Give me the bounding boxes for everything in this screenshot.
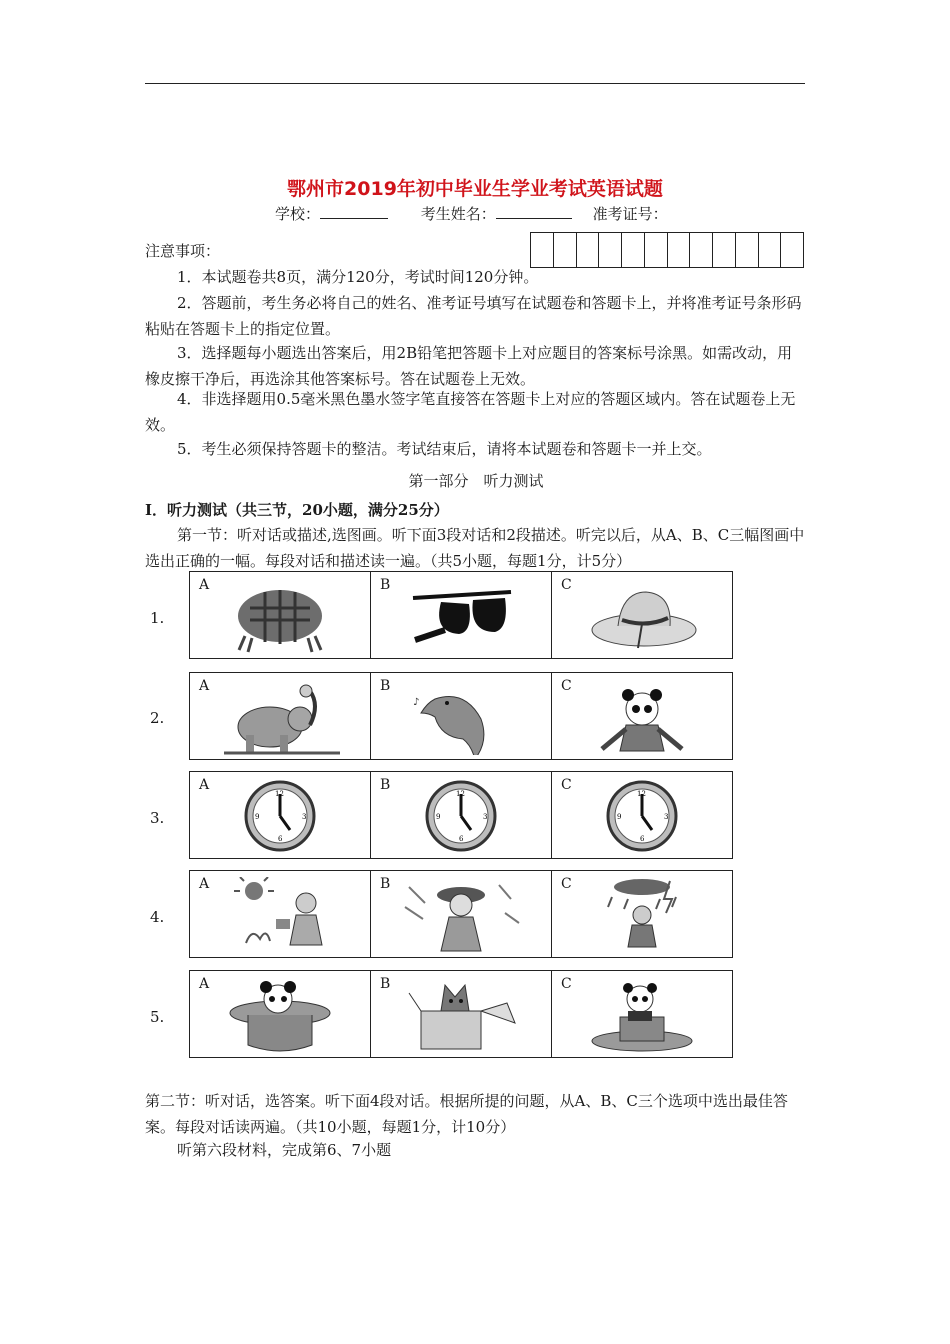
- svg-text:9: 9: [617, 813, 622, 821]
- option-label: B: [380, 678, 391, 694]
- svg-text:3: 3: [302, 813, 307, 821]
- clock-icon: [220, 778, 340, 854]
- question-row: [189, 771, 733, 859]
- question-number: 2.: [150, 709, 165, 727]
- answer-option[interactable]: [371, 673, 552, 759]
- rainy-girl-icon: [582, 877, 702, 953]
- svg-text:6: 6: [459, 835, 464, 843]
- clock-icon: [401, 778, 521, 854]
- panda-icon: [582, 679, 702, 755]
- answer-option[interactable]: [552, 673, 732, 759]
- option-label: B: [380, 777, 391, 793]
- option-label: C: [561, 777, 572, 793]
- svg-text:9: 9: [255, 813, 260, 821]
- answer-option[interactable]: [190, 772, 371, 858]
- question-number: 4.: [150, 908, 165, 926]
- question-row: [189, 970, 733, 1058]
- top-rule: [145, 83, 805, 84]
- question-number: 5.: [150, 1008, 165, 1026]
- note-item: 1．本试题卷共8页，满分120分，考试时间120分钟。: [177, 268, 539, 286]
- name-blank[interactable]: [496, 204, 572, 219]
- scarf-icon: [220, 578, 340, 654]
- clock-icon: [582, 778, 702, 854]
- school-label: 学校：: [275, 205, 321, 223]
- answer-option[interactable]: [371, 572, 552, 658]
- svg-text:9: 9: [436, 813, 441, 821]
- option-label: A: [199, 777, 210, 793]
- svg-text:12: 12: [637, 790, 646, 798]
- sunglasses-icon: [401, 578, 521, 654]
- option-label: A: [199, 577, 210, 593]
- svg-text:♪: ♪: [413, 697, 420, 708]
- panda-in-hat-icon: [220, 977, 340, 1053]
- answer-option[interactable]: [190, 971, 371, 1057]
- answer-option[interactable]: [552, 772, 732, 858]
- name-label: 考生姓名：: [420, 205, 496, 223]
- section2-subheading: 听第六段材料，完成第6、7小题: [177, 1141, 392, 1159]
- svg-text:3: 3: [483, 813, 488, 821]
- fox-in-box-icon: [401, 977, 521, 1053]
- hat-icon: [582, 578, 702, 654]
- answer-option[interactable]: [371, 971, 552, 1057]
- part-title: 第一部分 听力测试: [408, 472, 544, 490]
- answer-option[interactable]: [190, 673, 371, 759]
- answer-option[interactable]: [371, 871, 552, 957]
- elephant-icon: [220, 679, 340, 755]
- answer-option[interactable]: [190, 871, 371, 957]
- answer-option[interactable]: [552, 871, 732, 957]
- windy-girl-icon: [401, 877, 521, 953]
- question-row: [189, 571, 733, 659]
- option-label: B: [380, 876, 391, 892]
- notes-heading: 注意事项：: [145, 242, 221, 260]
- svg-text:12: 12: [275, 790, 284, 798]
- exam-title: 鄂州市2019年初中毕业生学业考试英语试题: [287, 178, 663, 200]
- question-number: 1.: [150, 609, 165, 627]
- svg-text:12: 12: [456, 790, 465, 798]
- section2-intro: 第二节：听对话，选答案。听下面4段对话。根据所提的问题，从A、B、C三个选项中选出最佳答案。每段对话读两遍。（共10小题，每题1分，计10分）: [145, 1092, 788, 1136]
- id-label: 准考证号：: [592, 205, 668, 223]
- option-label: C: [561, 876, 572, 892]
- answer-option[interactable]: [552, 572, 732, 658]
- answer-option[interactable]: [371, 772, 552, 858]
- answer-option[interactable]: [552, 971, 732, 1057]
- svg-text:6: 6: [278, 835, 283, 843]
- option-label: C: [561, 976, 572, 992]
- note-item: 5．考生必须保持答题卡的整洁。考试结束后，请将本试题卷和答题卡一并上交。: [177, 440, 712, 458]
- candidate-info: [275, 203, 668, 224]
- section1-intro: 第一节：听对话或描述,选图画。听下面3段对话和2段描述。听完以后，从A、B、C三幅图画中选出正确的一幅。每段对话和描述读一遍。（共5小题，每题1分，计5分）: [145, 526, 805, 570]
- option-label: B: [380, 577, 391, 593]
- answer-option[interactable]: [190, 572, 371, 658]
- option-label: A: [199, 876, 210, 892]
- school-blank[interactable]: [320, 204, 388, 219]
- dolphin-icon: [401, 679, 521, 755]
- option-label: A: [199, 678, 210, 694]
- section-heading: Ⅰ．听力测试（共三节，20小题，满分25分）: [145, 501, 449, 519]
- panda-on-hat-icon: [582, 977, 702, 1053]
- question-row: [189, 870, 733, 958]
- option-label: C: [561, 577, 572, 593]
- note-item: 2．答题前，考生务必将自己的姓名、准考证号填写在试题卷和答题卡上，并将准考证号条形码粘贴在答题卡上的指定位置。: [145, 294, 802, 338]
- option-label: B: [380, 976, 391, 992]
- note-item: 4．非选择题用0.5毫米黑色墨水签字笔直接答在答题卡上对应的答题区域内。答在试题卷上无效。: [145, 390, 796, 434]
- svg-text:6: 6: [640, 835, 645, 843]
- question-number: 3.: [150, 809, 165, 827]
- option-label: A: [199, 976, 210, 992]
- question-row: [189, 672, 733, 760]
- sunny-girl-icon: [220, 877, 340, 953]
- note-item: 3．选择题每小题选出答案后，用2B铅笔把答题卡上对应题目的答案标号涂黑。如需改动，用橡皮擦干净后，再选涂其他答案标号。答在试题卷上无效。: [145, 344, 793, 388]
- svg-text:3: 3: [664, 813, 669, 821]
- option-label: C: [561, 678, 572, 694]
